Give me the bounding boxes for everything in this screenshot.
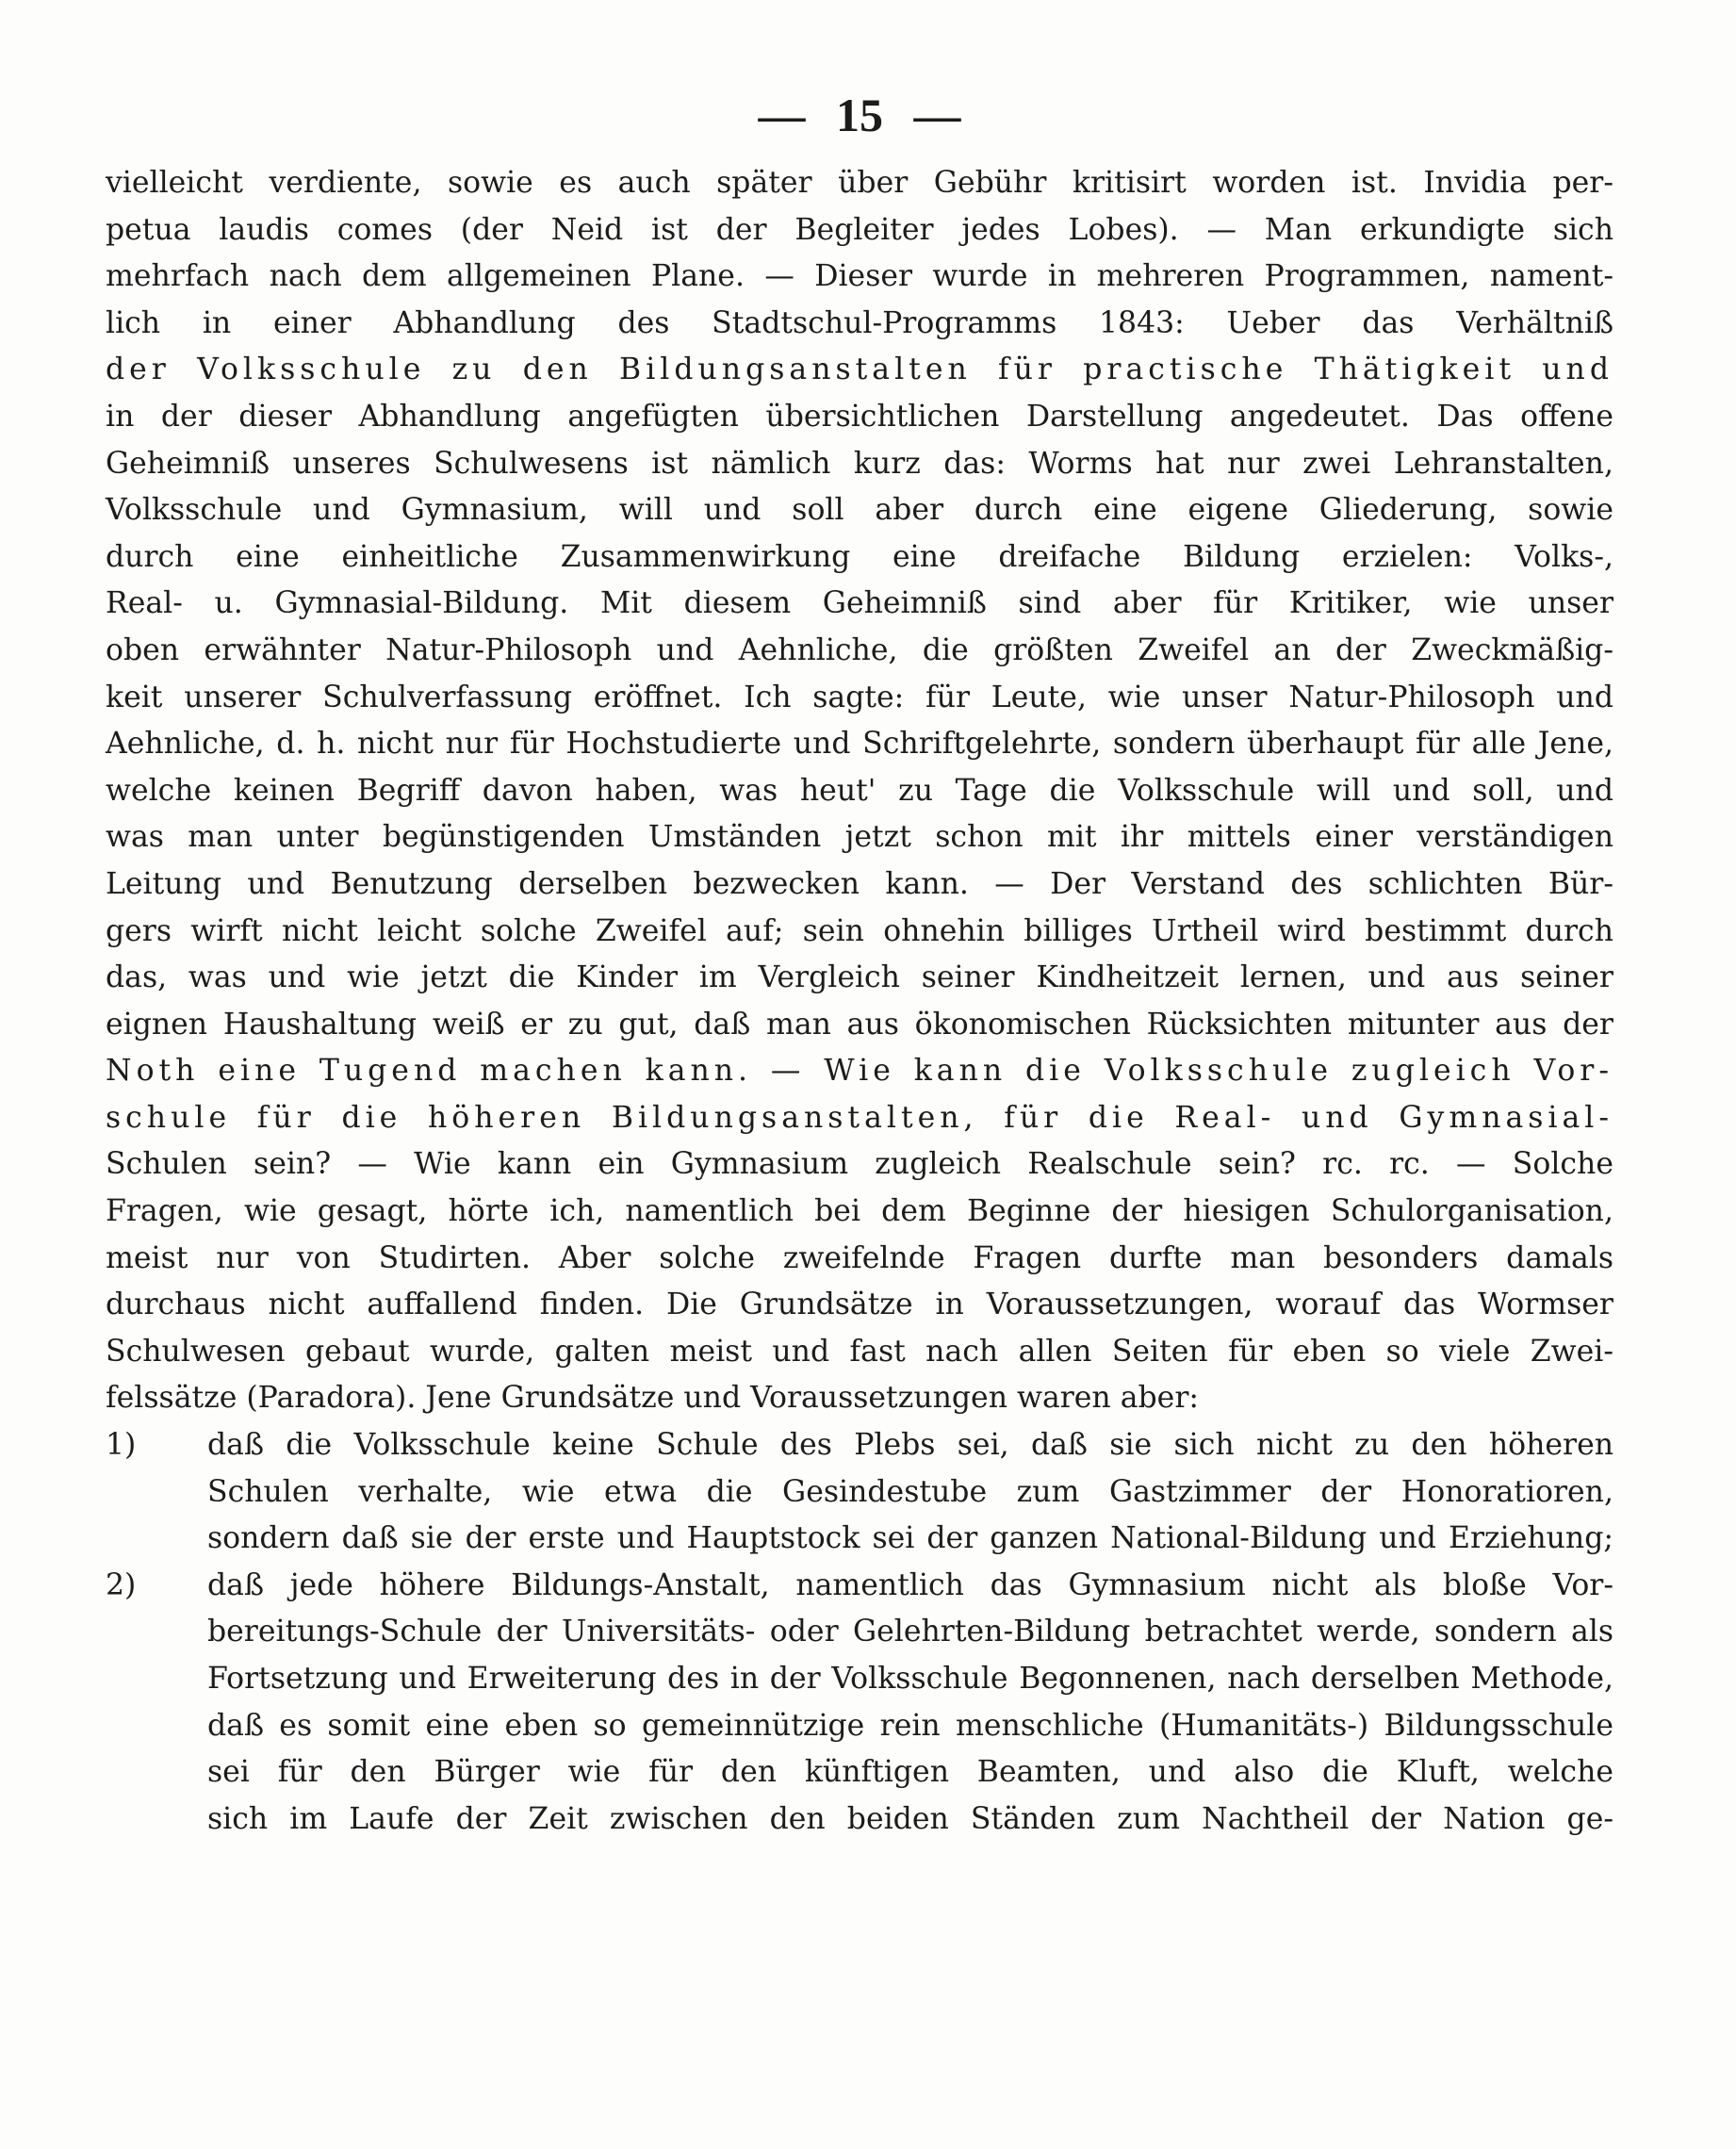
text-line: Schulwesen gebaut wurde, galten meist und fast nach allen Seiten für eben so viele Zwei- (106, 1334, 1613, 1369)
list-item-number: 1) (106, 1428, 137, 1463)
text-line: daß die Volksschule keine Schule des Plebs sei, daß sie sich nicht zu den höheren (207, 1428, 1613, 1463)
text-line: schule für die höheren Bildungsanstalten, für die Real- und Gymnasial- (106, 1100, 1613, 1135)
list-item-text (207, 1422, 1613, 1563)
text-line: Fortsetzung und Erweiterung des in der Volksschule Begonnenen, nach derselben Methode, (207, 1662, 1613, 1696)
text-line: was man unter begünstigenden Umständen jetzt schon mit ihr mittels einer verständigen (106, 820, 1613, 855)
text-line: Schulen verhalte, wie etwa die Gesindestube zum Gastzimmer der Honoratioren, (207, 1474, 1613, 1509)
text-line: gers wirft nicht leicht solche Zweifel auf; sein ohnehin billiges Urtheil wird bestimmt durch (106, 913, 1613, 948)
text-line: keit unserer Schulverfassung eröffnet. Ich sagte: für Leute, wie unser Natur-Philosoph und (106, 680, 1613, 714)
text-line: daß es somit eine eben so gemeinnützige rein menschliche (Humanitäts-) Bildungsschule (207, 1708, 1613, 1743)
text-line: Leitung und Benutzung derselben bezwecken kann. — Der Verstand des schlichten Bür- (106, 866, 1613, 901)
text-line: Schulen sein? — Wie kann ein Gymnasium zugleich Realschule sein? rc. rc. — Solche (106, 1147, 1613, 1182)
main-paragraph (106, 160, 1613, 1843)
text-line: Noth eine Tugend machen kann. — Wie kann die Volksschule zugleich Vor- (106, 1054, 1613, 1089)
text-line: welche keinen Begriff davon haben, was heut' zu Tage die Volksschule will und soll, und (106, 773, 1613, 808)
text-line: Real- u. Gymnasial-Bildung. Mit diesem Geheimniß sind aber für Kritiker, wie unser (106, 586, 1613, 621)
text-line: sich im Laufe der Zeit zwischen den beiden Ständen zum Nachtheil der Nation ge- (207, 1801, 1613, 1836)
text-line: sondern daß sie der erste und Hauptstock sei der ganzen National-Bildung und Erziehung; (207, 1521, 1613, 1556)
text-line: lich in einer Abhandlung des Stadtschul-Programms 1843: Ueber das Verhältniß (106, 305, 1613, 340)
text-line: durch eine einheitliche Zusammenwirkung eine dreifache Bildung erzielen: Volks-, (106, 539, 1613, 574)
text-line: mehrfach nach dem allgemeinen Plane. — Dieser wurde in mehreren Programmen, nament- (106, 259, 1613, 294)
text-line: felssätze (Paradora). Jene Grundsätze und Voraussetzungen waren aber: (106, 1381, 1199, 1416)
text-line: bereitungs-Schule der Universitäts- oder Gelehrten-Bildung betrachtet werde, sondern als (207, 1615, 1613, 1649)
list-item-number: 2) (106, 1567, 137, 1602)
text-line: sei für den Bürger wie für den künftigen Beamten, und also die Kluft, welche (207, 1755, 1613, 1790)
text-line: petua laudis comes (der Neid ist der Begleiter jedes Lobes). — Man erkundigte sich (106, 212, 1613, 247)
text-line: Fragen, wie gesagt, hörte ich, namentlich bei dem Beginne der hiesigen Schulorganisation, (106, 1194, 1613, 1229)
list-item (106, 1563, 1613, 1844)
text-line: oben erwähnter Natur-Philosoph und Aehnliche, die größten Zweifel an der Zweckmäßig- (106, 632, 1613, 667)
text-line: Volksschule und Gymnasium, will und soll aber durch eine eigene Gliederung, sowie (106, 493, 1613, 528)
text-line: daß jede höhere Bildungs-Anstalt, namentlich das Gymnasium nicht als bloße Vor- (207, 1567, 1613, 1602)
text-line: der Volksschule zu den Bildungsanstalten für practische Thätigkeit und (106, 353, 1613, 387)
text-line: eignen Haushaltung weiß er zu gut, daß man aus ökonomischen Rücksichten mitunter aus der (106, 1007, 1613, 1042)
text-line: vielleicht verdiente, sowie es auch später über Gebühr kritisirt worden ist. Invidia per- (106, 166, 1613, 200)
text-line: Geheimniß unseres Schulwesens ist nämlich kurz das: Worms hat nur zwei Lehranstalten, (106, 446, 1613, 481)
text-line: in der dieser Abhandlung angefügten übersichtlichen Darstellung angedeutet. Das offene (106, 399, 1613, 434)
text-line: das, was und wie jetzt die Kinder im Vergleich seiner Kindheitzeit lernen, und aus seiner (106, 960, 1613, 995)
list-item-text (207, 1563, 1613, 1844)
page-number: — 15 — (758, 89, 961, 141)
list-item (106, 1422, 1613, 1563)
text-line: Aehnliche, d. h. nicht nur für Hochstudierte und Schriftgelehrte, sondern überhaupt für alle Jene, (106, 727, 1613, 762)
text-line: meist nur von Studirten. Aber solche zweifelnde Fragen durfte man besonders damals (106, 1240, 1613, 1275)
text-line: durchaus nicht auffallend finden. Die Grundsätze in Voraussetzungen, worauf das Wormser (106, 1288, 1613, 1322)
